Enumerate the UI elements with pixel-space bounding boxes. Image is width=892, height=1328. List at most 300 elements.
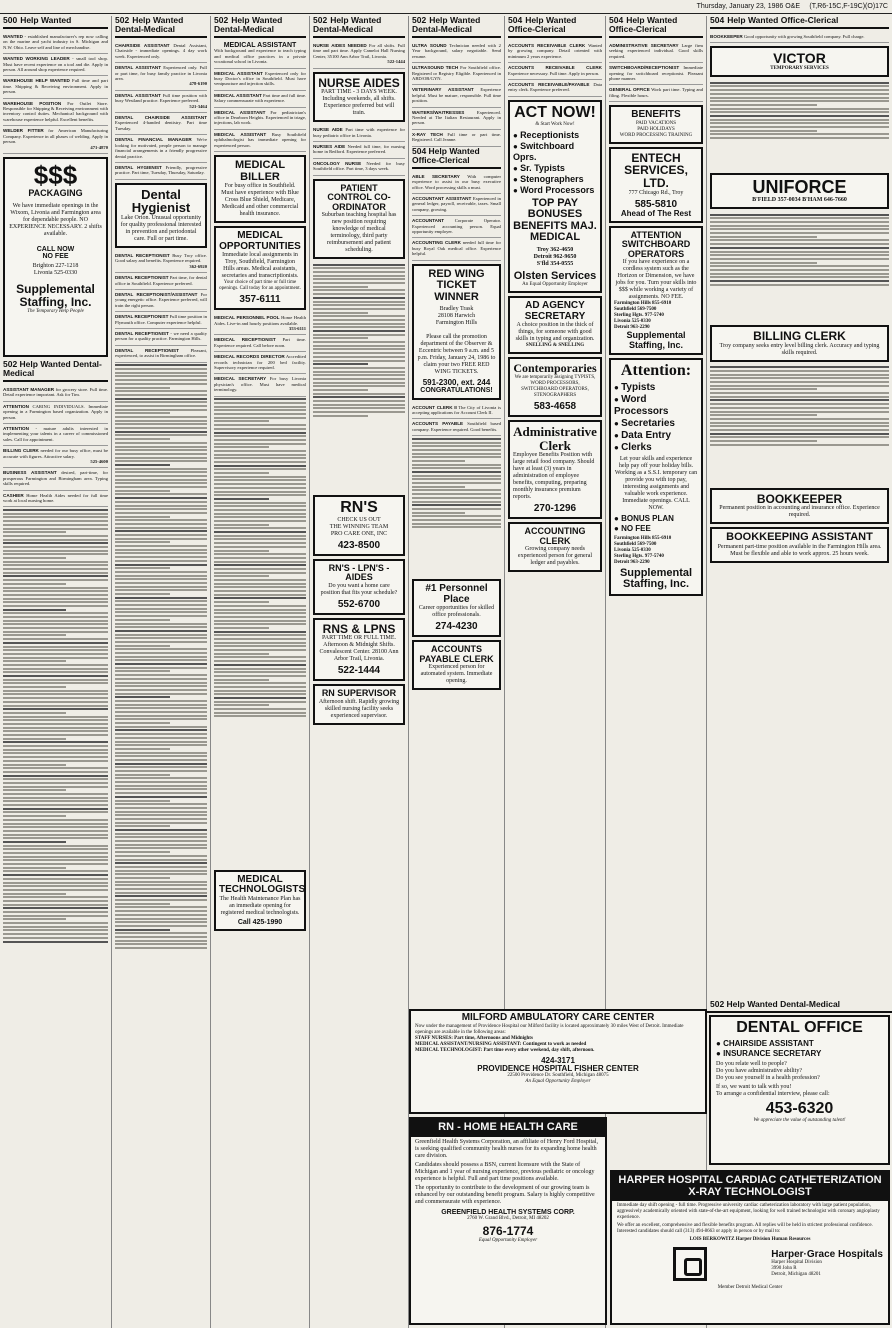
text-line (412, 512, 465, 514)
text-line (115, 586, 207, 588)
text-line (313, 378, 405, 380)
text-line (214, 597, 306, 599)
classified-ad: NURSE AIDES NEEDED For all shifts. Full time and part time. Apply Camelot Hall Nursing Center, 35100 Ann Arbor Trail, Livonia. 522-1444 (313, 41, 405, 69)
text-line (710, 254, 889, 256)
text-line (412, 471, 501, 473)
text-line (3, 719, 108, 721)
nurse-aides-ad: NURSE AIDES PART TIME - 3 DAYS WEEK. Including weekends, all shifts. Experience preferred but will train. (313, 72, 405, 123)
text-line (3, 564, 108, 566)
classified-ad: ULTRASOUND TECH For Southfield office. Registered or Registry Eligible. Experienced in ABD/OB/GYN. (412, 63, 501, 85)
section-heading: 502 Help Wanted Dental-Medical (313, 16, 405, 38)
text-line (115, 781, 207, 783)
text-line (115, 656, 207, 658)
text-line (313, 382, 405, 384)
text-line (710, 374, 889, 376)
text-line (3, 583, 66, 585)
text-line (115, 659, 207, 661)
text-line (3, 863, 108, 865)
dental-positions-list: ● CHAIRSIDE ASSISTANT ● INSURANCE SECRETARY (716, 1039, 883, 1059)
olsten-job-list: ● Receptionists ● Switchboard Oprs. ● Sr. Typists ● Stenographers ● Word Processors (513, 130, 597, 196)
text-line (710, 276, 889, 278)
text-line (710, 433, 889, 435)
text-line (3, 867, 66, 869)
text-line (3, 609, 66, 611)
classified-ad: NURSE AIDE Part time with experience for busy pediatric office in Livonia. (313, 125, 405, 142)
text-line (115, 589, 207, 591)
classified-ad: WAREHOUSE HELP WANTED Full time and part time. Shipping & Receiving environment. Apply in person. (3, 76, 108, 98)
section-heading: 500 Help Wanted (3, 16, 108, 29)
text-line (313, 337, 368, 339)
text-line (3, 734, 108, 736)
text-line (313, 326, 405, 328)
classified-ad: DENTAL ASSISTANT Full time position with busy Westland practice. Experience preferred. 521-3464 (115, 91, 207, 113)
text-line (3, 727, 108, 729)
classified-ad: ATTENTION - mature adults interested in implementing your talents in a career of commissioned sales. Call for appointment. (3, 424, 108, 446)
text-line (115, 501, 207, 503)
text-line (115, 453, 207, 455)
text-line (3, 749, 108, 751)
text-line (115, 534, 207, 536)
text-line (214, 406, 306, 408)
classified-ad: ACCOUNT CLERK II The City of Livonia is accepting applications for Account Clerk II. (412, 403, 501, 420)
text-line (3, 811, 108, 813)
text-line (3, 907, 108, 909)
text-line (115, 552, 207, 554)
text-line (115, 766, 207, 768)
section-heading: 504 Help Wanted Office-Clerical (710, 16, 889, 29)
text-line (115, 685, 207, 687)
text-line (313, 330, 405, 332)
text-line (710, 239, 889, 241)
text-line (115, 493, 207, 495)
text-line (710, 133, 889, 135)
text-line (115, 689, 207, 691)
classified-ad: GENERAL OFFICE Work part time. Typing and filing. Flexible hours. (609, 85, 703, 102)
section-heading: 504 Help Wanted Office-Clerical (412, 147, 501, 169)
text-line (115, 523, 207, 525)
text-line (313, 400, 405, 402)
text-line (3, 579, 108, 581)
text-line (412, 526, 501, 528)
text-line (115, 744, 207, 746)
text-line (710, 232, 889, 234)
text-line (313, 393, 405, 395)
text-line (214, 586, 306, 588)
classified-filler-text (710, 212, 889, 322)
text-line (214, 472, 269, 474)
text-line (115, 578, 207, 580)
text-line (115, 582, 207, 584)
text-line (3, 590, 108, 592)
text-line (710, 97, 889, 99)
text-line (313, 374, 405, 376)
text-line (313, 371, 405, 373)
text-line (214, 620, 306, 622)
text-line (710, 247, 889, 249)
classified-ad: ATTENTION CARING INDIVIDUALS. Immediate opening in a Farmington based organization. Apply in person. (3, 402, 108, 424)
text-line (115, 575, 207, 577)
text-line (115, 814, 207, 816)
text-line (3, 646, 108, 648)
text-line (710, 414, 817, 416)
text-line (214, 468, 306, 470)
text-line (214, 690, 306, 692)
text-line (313, 278, 405, 280)
classified-ad: WAREHOUSE POSITION For Outlet Store. Responsible for Shipping & Receiving environment with inventory control duties. Mechanical background with warehouse experience helpful. Excellent benefits. (3, 99, 108, 127)
text-line (214, 664, 306, 666)
text-line (115, 733, 207, 735)
text-line (214, 631, 306, 633)
classified-ad: DENTAL RECEPTIONIST - we need a quality person for a quality practice. Farmington Hills. (115, 329, 207, 346)
classified-ad: X-RAY TECH Full time or part time. Registered. Call Jeanne. (412, 130, 501, 147)
text-line (115, 600, 207, 602)
text-line (214, 487, 306, 489)
text-line (3, 601, 108, 603)
text-line (115, 918, 207, 920)
text-line (710, 85, 889, 87)
text-line (115, 940, 207, 942)
text-line (214, 402, 306, 404)
text-line (214, 649, 306, 651)
text-line (115, 383, 207, 385)
text-line (3, 775, 108, 777)
text-line (710, 284, 889, 286)
text-line (214, 413, 306, 415)
text-line (3, 752, 108, 754)
rns-lpns-ad: RNS & LPNS PART TIME OR FULL TIME. Afternoon & Midnight Shifts. Convalescent Center. 28100 Ann Arbor Trail, Livonia. 522-1444 (313, 618, 405, 682)
text-line (710, 104, 817, 106)
milford-ambulatory-ad: MILFORD AMBULATORY CARE CENTER Now under the management of Providence Hospital our Milford facility is located approximately 30 miles West of Detroit. Immediate openings are available in the following areas: STAFF NURSES: Part time, Afternoons and Midnights MEDICAL ASSISTANT/NURSING ASSISTANT: Contingent to work as needed MEDICAL TECHNOLOGIST: Part time every other weekend, day shift, afternoon. 424-3171 PROVIDENCE HOSPITAL FISHER CENTER 22500 Providence Dr. Southfield, Michigan 48075 An Equal Opportunity Employer (409, 1009, 707, 1114)
text-line (3, 693, 108, 695)
classified-ad: ACCOUNTANT ASSISTANT Experienced in general ledger, payroll, receivable, taxes. Small company, growing. (412, 194, 501, 216)
bookkeeping-assistant-ad: BOOKKEEPING ASSISTANT Permanent part-time position available in the Farmington Hills area. Must be flexible and able to work approx. 25 hours week. (710, 527, 889, 563)
text-line (412, 501, 501, 503)
text-line (214, 642, 306, 644)
uniforce-ad: UNIFORCE B'FIELD 357-0034 B'HAM 646-7660 (710, 173, 889, 209)
text-line (412, 445, 501, 447)
classified-ad: DENTAL FINANCIAL MANAGER We're looking for motivated, people person to manage financial arrangements in a friendly progressive dental practice. (115, 135, 207, 163)
text-line (214, 476, 306, 478)
text-line (115, 479, 207, 481)
text-line (3, 631, 108, 633)
text-line (3, 918, 66, 920)
text-line (214, 616, 306, 618)
text-line (313, 367, 405, 369)
text-line (115, 412, 170, 414)
text-line (115, 497, 207, 499)
text-line (214, 634, 306, 636)
text-line (115, 700, 207, 702)
text-line (214, 491, 306, 493)
text-line (214, 443, 306, 445)
text-line (115, 866, 207, 868)
text-line (115, 682, 207, 684)
text-line (3, 612, 108, 614)
text-line (710, 89, 889, 91)
text-line (115, 932, 207, 934)
text-line (710, 137, 889, 139)
text-line (115, 906, 207, 908)
classified-ad: BOOKKEEPER Good opportunity with growing Southfield company. Full charge. (710, 32, 889, 43)
text-line (710, 269, 889, 271)
text-line (412, 497, 501, 499)
text-line (115, 464, 170, 466)
text-line (115, 800, 170, 802)
text-line (710, 370, 889, 372)
text-line (214, 564, 306, 566)
classified-ad: CASHIER Home Health Aides needed for full time work at local nursing home. (3, 491, 108, 508)
text-line (710, 221, 889, 223)
text-line (214, 594, 306, 596)
text-line (3, 760, 108, 762)
ssi-perks-list: ● BONUS PLAN ● NO FEE (614, 514, 698, 534)
column-4 (310, 16, 409, 1328)
text-line (115, 390, 207, 392)
text-line (3, 741, 108, 743)
text-line (3, 882, 108, 884)
text-line (115, 741, 207, 743)
text-line (3, 616, 108, 618)
text-line (214, 398, 306, 400)
text-line (115, 763, 207, 765)
text-line (214, 450, 306, 452)
section-heading: 504 Help Wanted Office-Clerical (508, 16, 602, 38)
text-line (3, 889, 108, 891)
text-line (115, 423, 207, 425)
text-line (115, 903, 170, 905)
text-line (115, 604, 207, 606)
text-line (3, 539, 108, 541)
text-line (115, 611, 207, 613)
text-line (115, 630, 207, 632)
classified-ad: ULTRA SOUND Technician needed with 2 Year background, salary negotiable. Send resume. (412, 41, 501, 63)
text-line (115, 471, 207, 473)
text-line (115, 715, 207, 717)
text-line (115, 822, 207, 824)
text-line (710, 403, 889, 405)
medical-biller-ad: MEDICAL BILLER For busy office in Southfield. Must have experience with Blue Cross Blue Shield, Medicare, Medicaid and other commercial health insurance. (214, 155, 306, 223)
text-line (115, 379, 207, 381)
text-line (115, 560, 207, 562)
text-line (115, 375, 207, 377)
text-line (313, 304, 405, 306)
text-line (115, 623, 207, 625)
text-line (214, 671, 306, 673)
text-line (214, 572, 306, 574)
text-line (3, 926, 108, 928)
classified-ad: WANTED - established manufacturer's rep now calling on the marine and yacht industry in S. Michigan and N.W. Ohio. Leave self and line of merchandise. (3, 32, 108, 54)
text-line (214, 697, 306, 699)
text-line (115, 895, 207, 897)
text-line (115, 674, 207, 676)
text-line (3, 623, 108, 625)
text-line (115, 368, 207, 370)
text-line (313, 334, 405, 336)
switchboard-operators-ad: ATTENTION SWITCHBOARD OPERATORS If you have experience on a cordless system such as the Horizon or Dimension, we have jobs for you. Turn your skills into $$$ while working a variety of assignments. NO FEE. Farmington Hills 855-6910 Southfield 569-7500 Sterling Hgts. 977-5740 Livonia 525-0330 Detroit 963-2290 Supplemental Staffing, Inc. (609, 226, 703, 355)
text-line (115, 707, 207, 709)
text-line (214, 509, 306, 511)
classified-ad: SWITCHBOARD/RECEPTIONIST Immediate opening for switchboard receptionist. Pleasant phone manner. (609, 63, 703, 85)
text-line (115, 729, 207, 731)
text-line (313, 345, 405, 347)
text-line (115, 704, 207, 706)
text-line (214, 682, 306, 684)
text-line (115, 847, 207, 849)
text-line (3, 804, 108, 806)
personnel-place-ad: #1 Personnel Place Career opportunities for skilled office professionals. 274-4230 (412, 579, 501, 637)
text-line (214, 505, 306, 507)
text-line (115, 564, 207, 566)
text-line (3, 929, 108, 931)
rn-home-health-ad: RN - HOME HEALTH CARE Greenfield Health Systems Corporation, an affiliate of Henry Ford Hospital, is seeking qualified community health nurses for its expanding home health care division. Candidates should possess a BSN, current licensure with the State of Michigan and 1 year of nursing experience, previous pediatric or oncology experience is helpful. Full and part time positions available. The opportunity to contribute to the development of our growing team is enhanced by our outstanding benefit program. Salary is highly competitive and commensurate with experience. GREENFIELD HEALTH SYSTEMS CORP. 2760 W. Grand Blvd., Detroit, MI 48202 876-1774 Equal Opportunity Employer (409, 1117, 607, 1325)
text-line (3, 937, 108, 939)
classified-ad: DENTAL RECEPTIONIST Part time, for dental office in Southfield. Experience preferred. (115, 273, 207, 290)
text-line (214, 708, 306, 710)
text-line (3, 786, 108, 788)
text-line (3, 542, 108, 544)
text-line (3, 664, 108, 666)
text-line (115, 460, 207, 462)
text-line (115, 825, 170, 827)
text-line (214, 479, 306, 481)
text-line (710, 236, 817, 238)
text-line (115, 608, 207, 610)
text-line (3, 594, 108, 596)
text-line (313, 286, 368, 288)
text-line (115, 645, 170, 647)
text-line (214, 420, 269, 422)
text-line (412, 486, 465, 488)
text-line (115, 718, 207, 720)
text-line (710, 243, 889, 245)
text-line (214, 439, 306, 441)
text-line (115, 486, 207, 488)
text-line (313, 319, 405, 321)
classified-ad: DENTAL RECEPTIONIST Busy Troy office. Good salary and benefits. Experience required. 362-6920 (115, 251, 207, 273)
classified-ad: DENTAL HYGIENIST Friendly, progressive practice. Part time, Tuesday, Thursday, Saturday. (115, 163, 207, 180)
text-line (214, 538, 306, 540)
text-line (115, 851, 170, 853)
text-line (3, 675, 108, 677)
text-line (115, 626, 207, 628)
text-line (214, 550, 269, 552)
text-line (214, 561, 306, 563)
text-line (115, 670, 170, 672)
text-line (115, 748, 170, 750)
ad-agency-secretary-ad: AD AGENCY SECRETARY A choice position in the thick of things, for someone with good skills in typing and organization. SNELLING & SNELLING (508, 296, 602, 354)
text-line (214, 583, 306, 585)
text-line (115, 803, 207, 805)
text-line (3, 690, 108, 692)
text-line (3, 782, 108, 784)
text-line (214, 668, 306, 670)
harper-grace-logo (673, 1247, 707, 1281)
text-line (214, 432, 306, 434)
text-line (3, 745, 108, 747)
classified-ad: BILLING CLERK needed for our busy office, must be accurate with figures. Attractive salary. 525-4600 (3, 446, 108, 468)
victor-temporary-ad: VICTOR TEMPORARY SERVICES (710, 46, 889, 77)
text-line (710, 108, 889, 110)
text-line (214, 568, 306, 570)
text-line (115, 512, 207, 514)
text-line (313, 411, 405, 413)
classified-ad: MEDICAL ASSISTANT Part time and full time. Salary commensurate with experience. (214, 91, 306, 108)
text-line (115, 475, 207, 477)
text-line (115, 567, 170, 569)
classified-ad: DENTAL RECEPTIONIST Pleasant, experienced, to assist in Birmingham office. (115, 346, 207, 363)
text-line (115, 527, 207, 529)
text-line (710, 130, 817, 132)
text-line (214, 435, 306, 437)
text-line (214, 712, 306, 714)
text-line (115, 508, 207, 510)
text-line (710, 418, 889, 420)
text-line (214, 546, 306, 548)
text-line (214, 483, 306, 485)
text-line (214, 513, 306, 515)
text-line (313, 267, 405, 269)
text-line (3, 605, 108, 607)
text-line (115, 836, 207, 838)
text-line (3, 671, 108, 673)
text-line (710, 381, 889, 383)
text-line (710, 225, 889, 227)
text-line (214, 409, 306, 411)
section-heading: 502 Help Wanted Dental-Medical (412, 16, 501, 38)
text-line (214, 531, 306, 533)
classified-ad: ACCOUNTS RECEIVABLE CLERK Wanted by growing company. Detail oriented with minimum 2 years experience. (508, 41, 602, 63)
text-line (3, 789, 66, 791)
text-line (214, 675, 306, 677)
text-line (115, 372, 207, 374)
text-line (115, 777, 207, 779)
text-line (115, 844, 207, 846)
text-line (115, 914, 207, 916)
text-line (214, 542, 306, 544)
bookkeeper-ad: BOOKKEEPER Permanent position in accounting and insurance office. Experience required. (710, 488, 889, 525)
dental-hygienist-ad: Dental Hygienist Lake Orion. Unusual opportunity for quality professional interested in prevention and periodontal care. Full or part time. (115, 183, 207, 248)
text-line (710, 407, 889, 409)
text-line (412, 515, 501, 517)
text-line (3, 915, 108, 917)
text-line (412, 508, 501, 510)
text-line (313, 308, 405, 310)
text-line (3, 730, 108, 732)
text-line (3, 837, 108, 839)
text-line (313, 415, 368, 417)
text-line (214, 601, 269, 603)
text-line (214, 524, 269, 526)
text-line (3, 682, 108, 684)
text-line (313, 385, 405, 387)
classified-ad: WELDER FITTER for American Manufacturing Company. Experience in all phases of welding. Apply in person. 471-4870 (3, 126, 108, 154)
text-line (214, 686, 306, 688)
masthead (0, 0, 892, 14)
administrative-clerk-ad: Administrative Clerk Employee Benefits Position with large retail food company. Should have at least (3) years in administration of employee benefits, computing, preparing monthly insurance premium reports. 270-1296 (508, 420, 602, 519)
text-line (115, 549, 207, 551)
text-line (214, 656, 306, 658)
text-line (3, 535, 108, 537)
text-line (313, 282, 405, 284)
text-line (115, 696, 170, 698)
text-line (710, 126, 889, 128)
text-line (710, 115, 889, 117)
text-line (115, 811, 207, 813)
text-line (313, 363, 368, 365)
text-line (3, 800, 108, 802)
text-line (115, 818, 207, 820)
text-line (3, 941, 108, 943)
